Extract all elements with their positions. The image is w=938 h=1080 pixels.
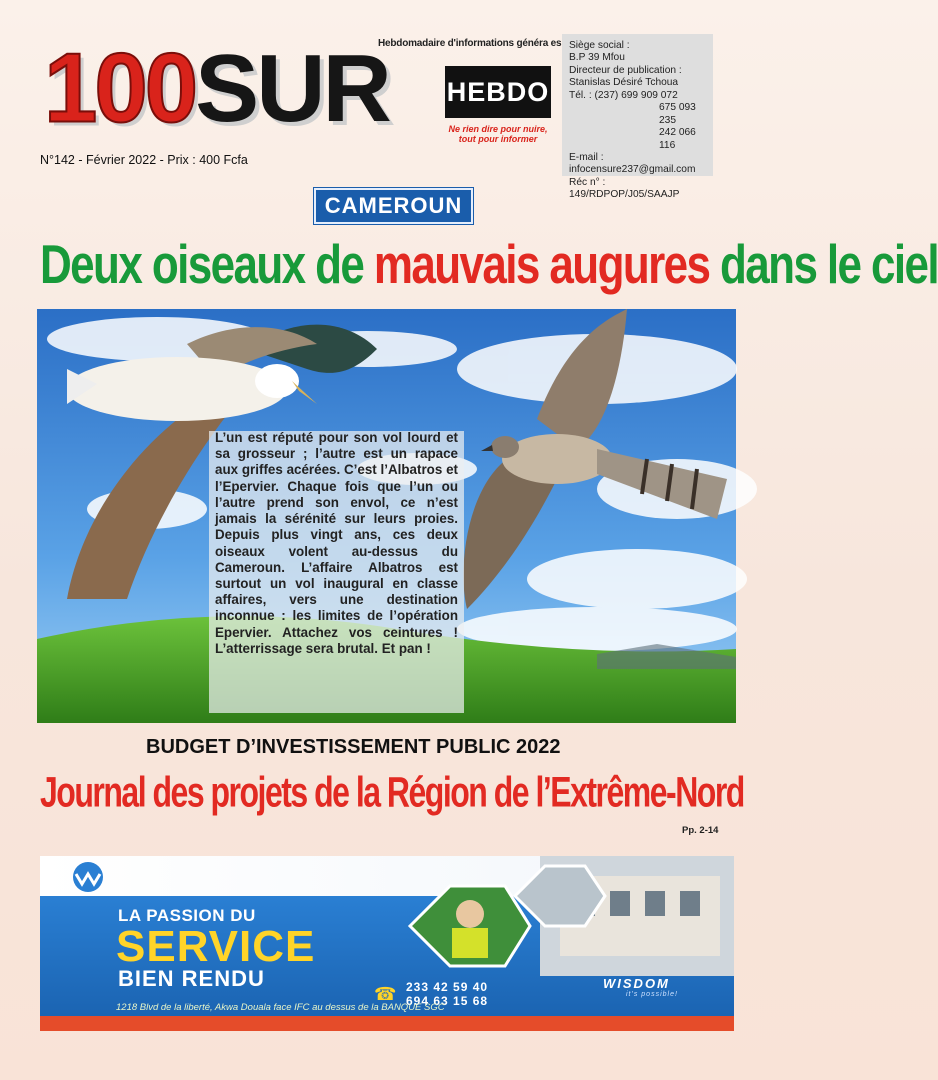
masthead-motto: [445, 124, 551, 145]
advertisement-banner[interactable]: [40, 856, 734, 1031]
main-headline: [40, 234, 938, 296]
lead-text-box: [209, 431, 464, 713]
headline-part-3: dans le ciel: [709, 234, 938, 296]
info-line: Siège social :: [569, 40, 630, 51]
ad-phone-1: 233 42 59 40: [406, 980, 489, 994]
hebdo-box: HEBDO: [445, 66, 551, 118]
masthead-tagline: Hebdomadaire d'informations généra es: [378, 38, 562, 49]
phone-icon: ☎: [374, 984, 397, 1004]
ad-phone-2: 694 63 15 68: [406, 994, 489, 1009]
info-line: Directeur de publication :: [569, 64, 682, 76]
issue-info: N°142 - Février 2022 - Prix : 400 Fcfa: [40, 153, 248, 167]
info-line: Tél. : (237) 699 909 072: [569, 89, 678, 101]
info-line: Réc n° :: [569, 176, 606, 188]
journal-title: Journal des projets de la Région de l’Extrême-Nord: [40, 768, 744, 816]
ad-slogan: it's possible!: [626, 991, 678, 998]
section-tag: CAMEROUN: [314, 188, 473, 224]
publication-info-box: [562, 34, 713, 201]
info-line: 675 093 235: [659, 102, 696, 126]
budget-title: BUDGET D’INVESTISSEMENT PUBLIC 2022: [146, 736, 561, 758]
ad-brand: WISDOM: [603, 976, 670, 991]
pages-reference: Pp. 2-14: [682, 825, 719, 836]
info-line: infocensure237@gmail.com: [569, 164, 696, 176]
logo-100-text: 100: [44, 33, 196, 144]
info-line: B.P 39 Mfou: [569, 52, 625, 64]
masthead-logo: [44, 33, 444, 144]
motto-line-1: Ne rien dire pour nuire,: [448, 124, 548, 134]
ad-service-text: SERVICE: [116, 922, 316, 971]
motto-line-2: tout pour informer: [458, 134, 538, 145]
ad-address: 1218 Blvd de la liberté, Akwa Douala face IFC au dessus de la BANQUE SGC: [116, 1002, 445, 1013]
ad-bottom-strip: [40, 1016, 734, 1031]
ad-passion-text: LA PASSION DU: [118, 906, 256, 925]
ad-house-photo: [410, 856, 734, 976]
info-line: Stanislas Désiré Tchoua: [569, 77, 679, 89]
info-line: E-mail :: [569, 151, 604, 163]
ad-bien-rendu-text: BIEN RENDU: [118, 966, 265, 991]
lead-text: L’un est réputé pour son vol lourd et sa grosseur ; l’autre est un rapace aux griffes acérées. C’est l’Albatros et l’Epervier. Chaque fois que l’un ou l’autre prend son envol, ce n’est jamais la sérénité sur leurs proies. Depuis plus vingt ans, ces deux oiseaux volent au-dessus du Cameroun. L’affaire Albatros est surtout un vol inaugural en classe affaires, vers une destination inconnue : les limites de l’opération Epervier. Attachez vos ceintures ! L’atterrissage sera brutal. Et pan !: [215, 430, 458, 656]
info-line: 149/RDPOP/J05/SAAJP: [569, 189, 680, 201]
wisdom-logo-icon: [54, 860, 124, 894]
info-line: 242 066 116: [659, 127, 696, 151]
logo-sur-text: SUR: [195, 35, 389, 142]
headline-part-1: Deux oiseaux de: [40, 234, 374, 296]
headline-part-2: mauvais augures: [373, 234, 710, 296]
